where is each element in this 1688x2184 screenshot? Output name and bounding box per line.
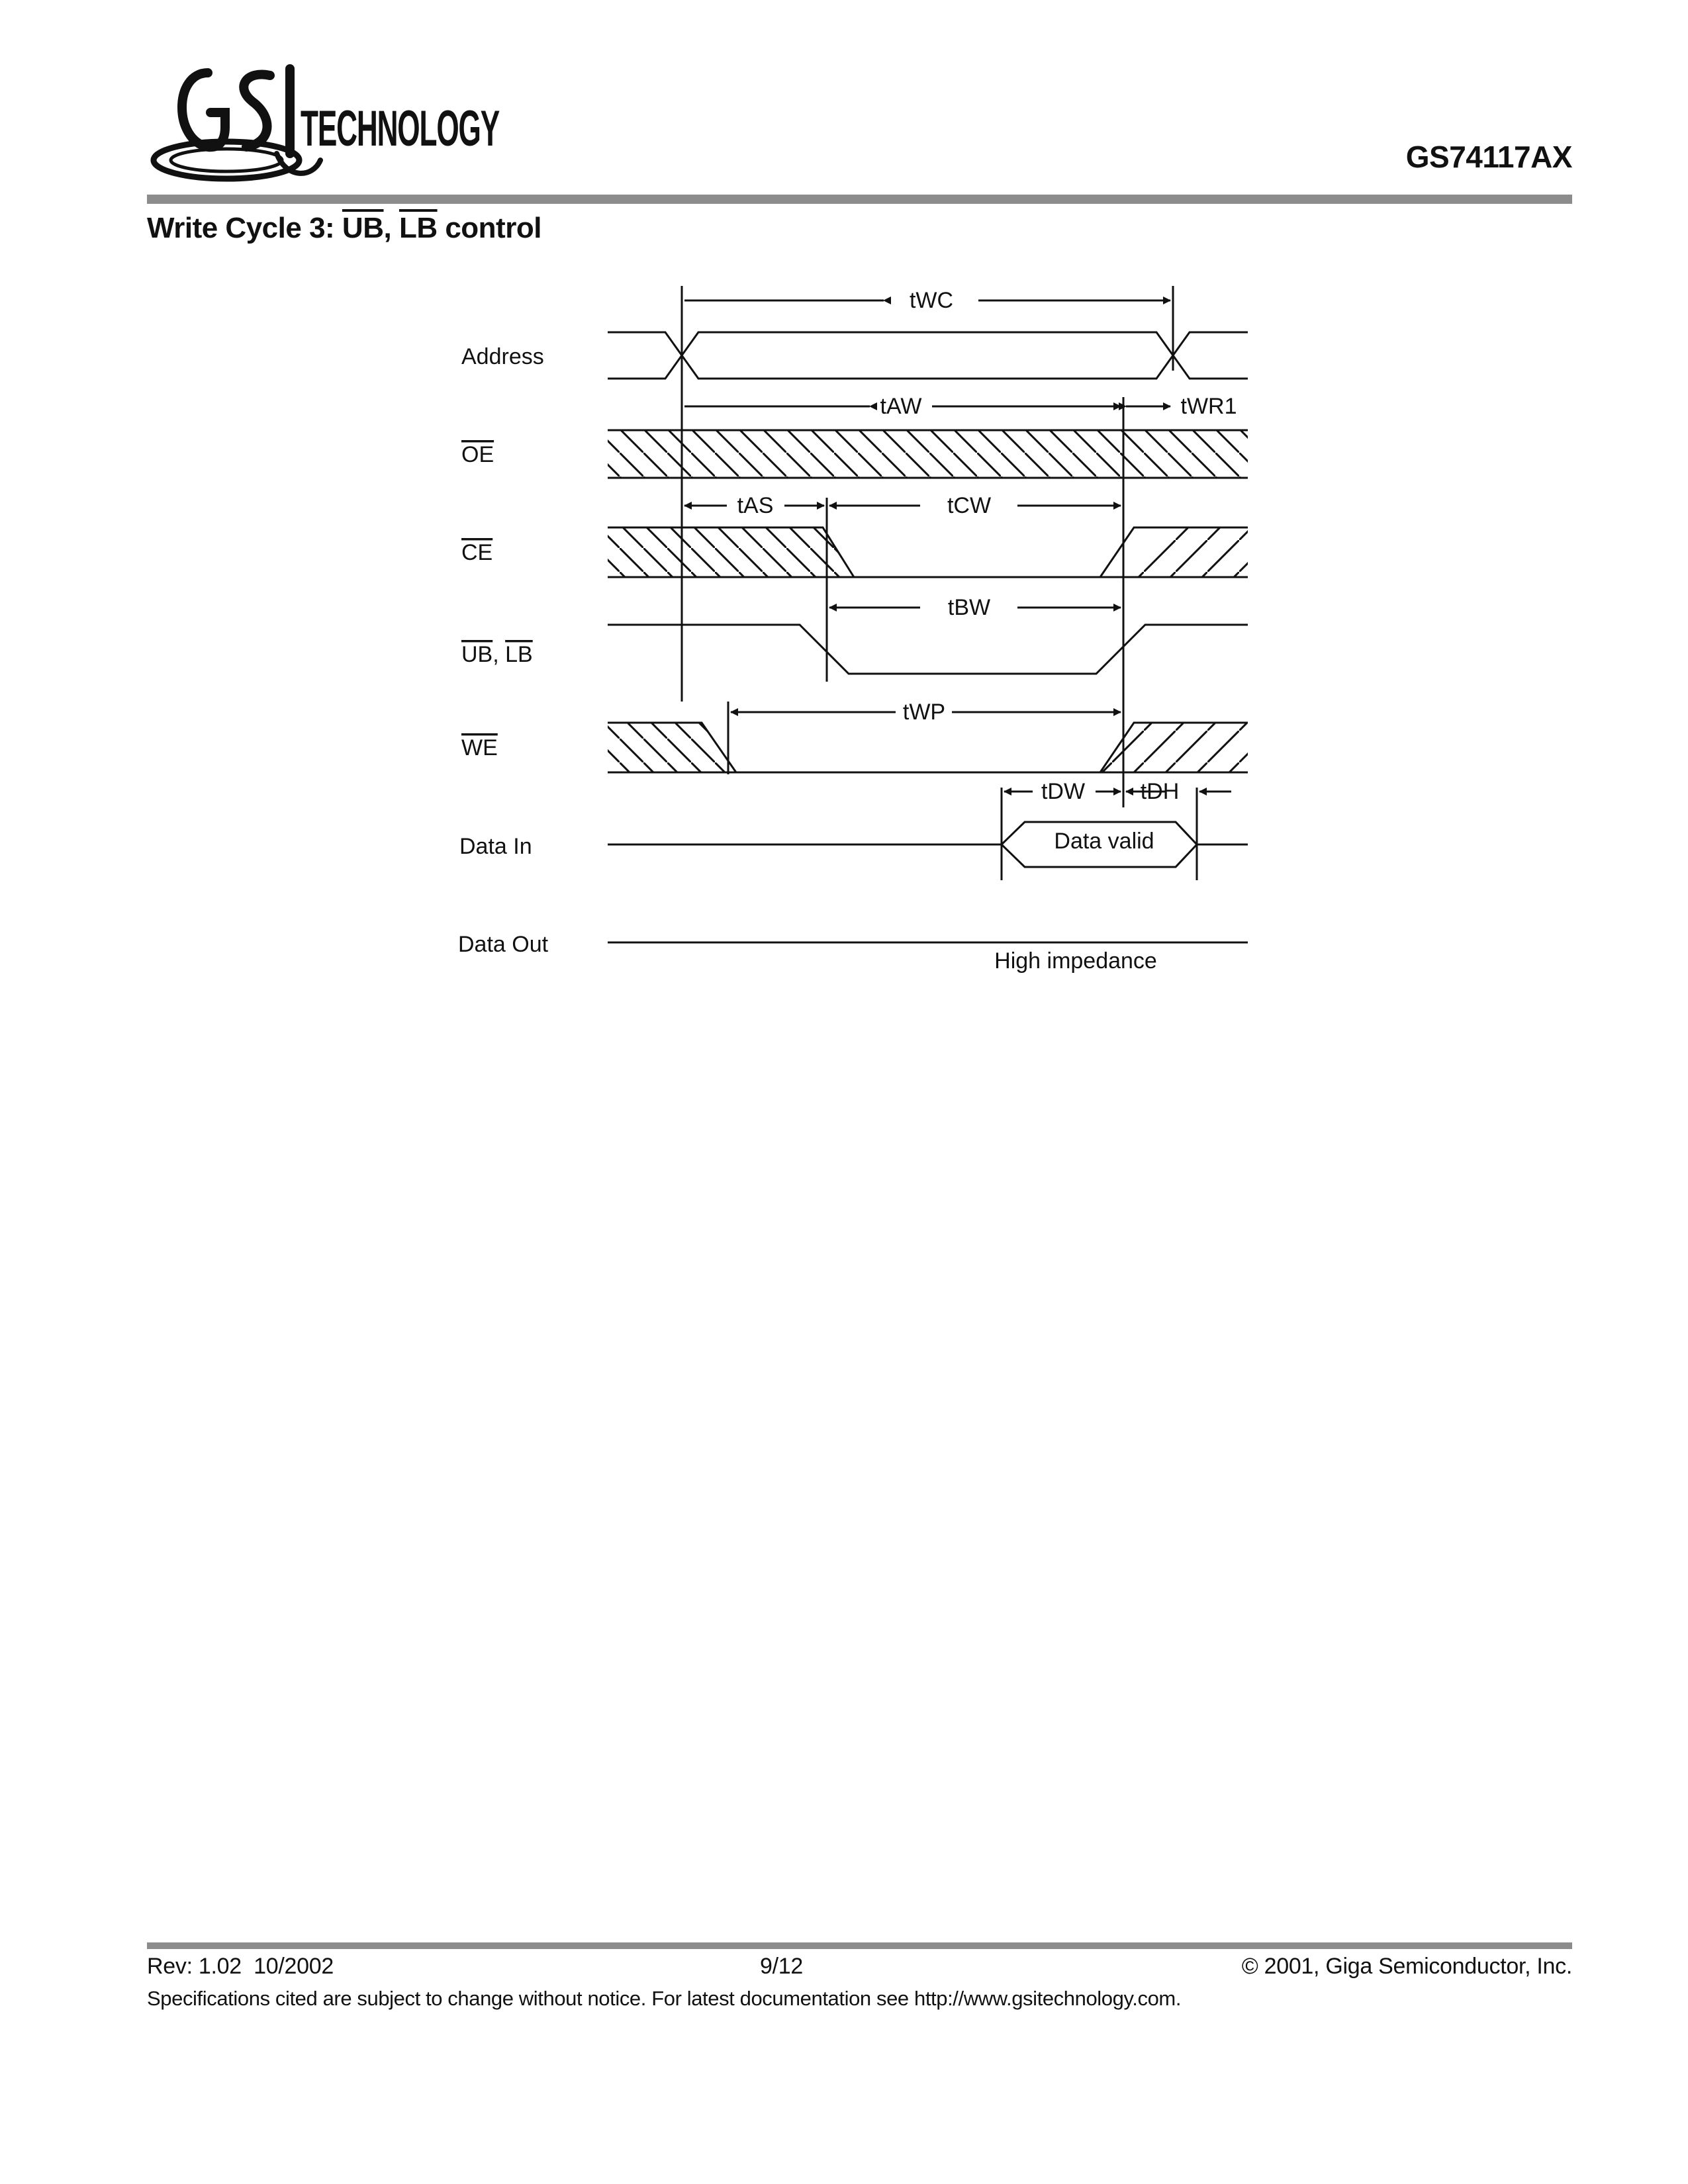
page-number: 9/12 (760, 1954, 803, 1979)
signal-label-ub: UB (461, 642, 493, 667)
timing-label-tcw: tCW (947, 493, 992, 518)
section-title-lb: $\overline{LB}$ (399, 212, 438, 244)
timing-label-tbw: tBW (947, 595, 991, 620)
signal-label-oe: OE (461, 442, 494, 467)
oe-hatch (608, 430, 1248, 478)
signal-label-address: Address (461, 344, 544, 369)
annotation-high-impedance: High impedance (994, 948, 1157, 974)
address-waveform-top (608, 332, 1248, 379)
timing-label-tdh: tDH (1140, 779, 1180, 804)
signal-label-data-out: Data Out (458, 932, 549, 957)
timing-label-tas: tAS (737, 493, 774, 518)
address-waveform-bottom (608, 332, 1248, 379)
notice-text: Specifications cited are subject to change without notice. For latest documentation see http://www.gsitechnology.com. (147, 1987, 1182, 2010)
section-title-suffix: control (437, 212, 541, 244)
annotation-data-valid: Data valid (1054, 829, 1154, 854)
timing-label-twr1: tWR1 (1180, 394, 1237, 419)
signal-label-sep: , (492, 642, 506, 667)
signal-label-we: WE (461, 735, 498, 760)
timing-label-taw: tAW (880, 394, 922, 419)
we-hatch-right (1100, 723, 1248, 772)
timing-diagram (0, 0, 1688, 1059)
part-number: GS74117AX (1405, 140, 1572, 174)
footer-rule (147, 1942, 1572, 1949)
timing-label-twp: tWP (902, 700, 946, 725)
section-title-sep: , (383, 212, 399, 244)
section-title-ub: $\overline{UB}$ (342, 212, 384, 244)
logo-wordmark: TECHNOLOGY (301, 101, 500, 157)
revision-info: Rev: 1.02 10/2002 (147, 1954, 334, 1979)
ce-hatch-right (1134, 527, 1248, 577)
ce-hatch-left (608, 527, 854, 577)
signal-label-lb: LB (505, 642, 533, 667)
timing-label-twc: tWC (909, 288, 954, 313)
timing-label-tdw: tDW (1041, 779, 1086, 804)
ub-lb-waveform (608, 625, 1248, 674)
copyright: © 2001, Giga Semiconductor, Inc. (1241, 1954, 1572, 1979)
section-title-prefix: Write Cycle 3: (147, 212, 342, 244)
signal-label-data-in: Data In (459, 834, 532, 859)
signal-label-ce: CE (461, 540, 493, 565)
we-hatch-left (608, 723, 736, 772)
signal-label-ub-lb (461, 642, 533, 667)
